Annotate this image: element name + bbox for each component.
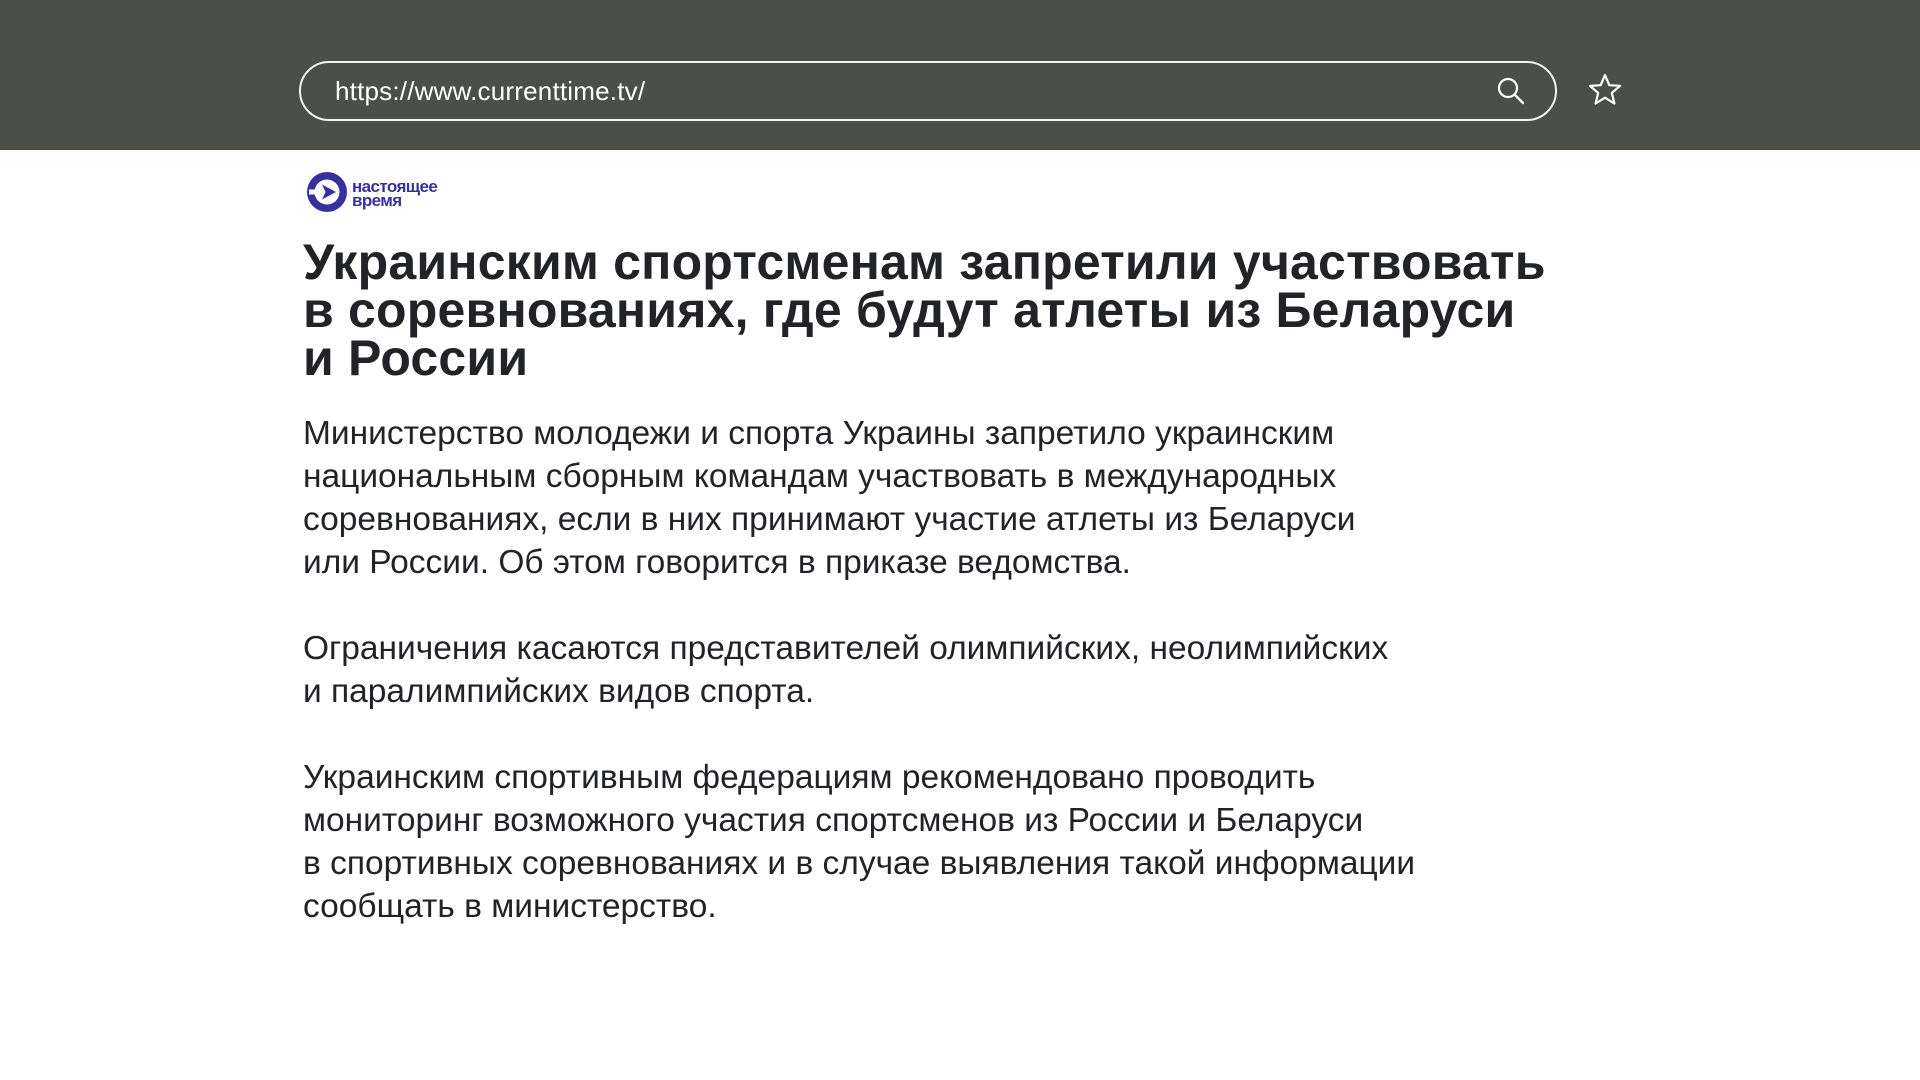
site-logo[interactable] xyxy=(305,170,437,218)
star-icon[interactable] xyxy=(1585,70,1625,110)
logo-line-2: время xyxy=(352,191,402,210)
article-headline: Украинским спортсменам запретили участвовать в соревнованиях, где будут атлеты из Беларуси и России xyxy=(303,234,1546,386)
article xyxy=(303,234,1603,928)
address-bar[interactable] xyxy=(299,61,1557,121)
search-icon[interactable] xyxy=(1495,75,1527,107)
logo-line-1: настоящее xyxy=(352,177,438,196)
play-logo-icon xyxy=(305,170,349,219)
logo-wordmark xyxy=(352,177,438,210)
article-paragraph-2: Ограничения касаются представителей олимпийских, неолимпийских и паралимпийских видов спорта. xyxy=(303,630,1389,710)
article-paragraph-3: Украинским спортивным федерациям рекомендовано проводить мониторинг возможного участия спортсменов из России и Беларуси в спортивных соревнованиях и в случае выявления такой информации сообщать в министерство. xyxy=(303,759,1416,925)
url-text[interactable]: https://www.currenttime.tv/ xyxy=(335,75,646,106)
browser-toolbar xyxy=(0,0,1920,150)
article-paragraph-1: Министерство молодежи и спорта Украины запретило украинским национальным сборным командам участвовать в международных соревнованиях, если в них принимают участие атлеты из Беларуси или России. Об этом говорится в приказе ведомства. xyxy=(303,415,1356,581)
